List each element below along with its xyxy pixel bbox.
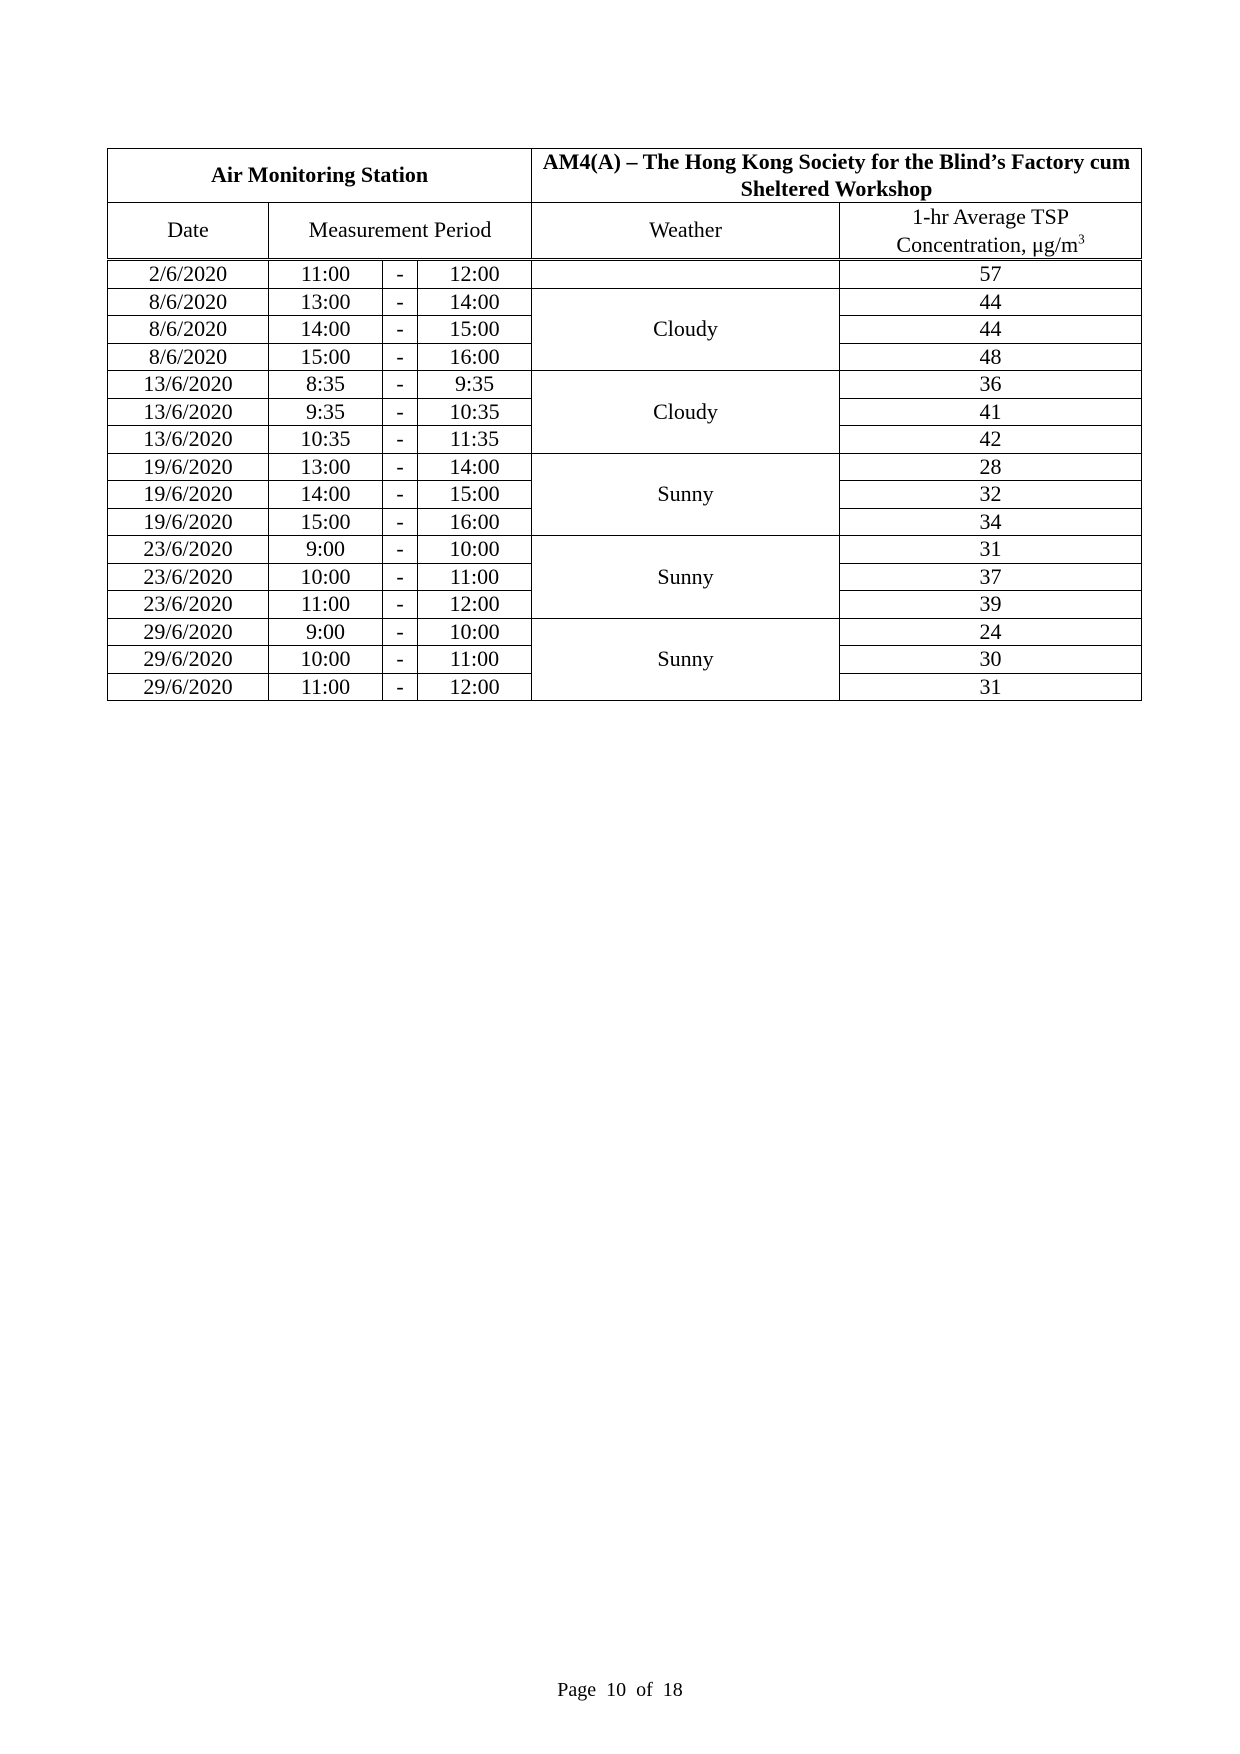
cell-tsp-value: 36 (840, 371, 1142, 399)
cell-weather: Sunny (532, 536, 840, 619)
cell-period-separator: - (383, 481, 418, 509)
cell-period-separator: - (383, 536, 418, 564)
cell-date: 29/6/2020 (108, 646, 269, 674)
col-header-tsp (840, 203, 1142, 260)
cell-period-separator: - (383, 343, 418, 371)
cell-end-time: 10:35 (418, 398, 532, 426)
tsp-monitoring-table (107, 148, 1142, 701)
cell-tsp-value: 31 (840, 536, 1142, 564)
cell-date: 29/6/2020 (108, 673, 269, 701)
page-footer (0, 1679, 1240, 1702)
table-row (108, 260, 1142, 289)
cell-date: 23/6/2020 (108, 563, 269, 591)
cell-tsp-value: 24 (840, 618, 1142, 646)
cell-tsp-value: 37 (840, 563, 1142, 591)
cell-start-time: 8:35 (269, 371, 383, 399)
cell-start-time: 11:00 (269, 673, 383, 701)
col-header-period-label: Measurement Period (308, 217, 492, 243)
cell-weather: Sunny (532, 618, 840, 701)
cell-period-separator: - (383, 673, 418, 701)
cell-start-time: 9:00 (269, 618, 383, 646)
cell-start-time: 11:00 (269, 591, 383, 619)
cell-end-time: 12:00 (418, 260, 532, 289)
page-number: 10 (606, 1679, 627, 1701)
cell-end-time: 12:00 (418, 673, 532, 701)
cell-start-time: 15:00 (269, 343, 383, 371)
cell-date: 13/6/2020 (108, 371, 269, 399)
cell-end-time: 14:00 (418, 288, 532, 316)
col-header-weather-label: Weather (649, 217, 722, 243)
cell-end-time: 12:00 (418, 591, 532, 619)
cell-period-separator: - (383, 316, 418, 344)
cell-end-time: 9:35 (418, 371, 532, 399)
cell-period-separator: - (383, 371, 418, 399)
table-row (108, 536, 1142, 564)
cell-date: 23/6/2020 (108, 591, 269, 619)
cell-period-separator: - (383, 563, 418, 591)
cell-end-time: 10:00 (418, 618, 532, 646)
cell-date: 19/6/2020 (108, 453, 269, 481)
col-header-period (269, 203, 532, 260)
cell-tsp-value: 44 (840, 288, 1142, 316)
table-row (108, 618, 1142, 646)
cell-weather: Sunny (532, 453, 840, 536)
cell-tsp-value: 44 (840, 316, 1142, 344)
cell-date: 19/6/2020 (108, 481, 269, 509)
table-header-row-station (108, 149, 1142, 203)
table-row (108, 453, 1142, 481)
cell-end-time: 11:35 (418, 426, 532, 454)
cell-weather: Cloudy (532, 371, 840, 454)
cell-period-separator: - (383, 591, 418, 619)
cell-start-time: 10:00 (269, 563, 383, 591)
cell-date: 8/6/2020 (108, 316, 269, 344)
table-row (108, 371, 1142, 399)
cell-tsp-value: 30 (840, 646, 1142, 674)
cell-weather (532, 260, 840, 289)
cell-start-time: 13:00 (269, 453, 383, 481)
cell-tsp-value: 31 (840, 673, 1142, 701)
cell-period-separator: - (383, 618, 418, 646)
cell-date: 23/6/2020 (108, 536, 269, 564)
col-header-weather (532, 203, 840, 260)
page-total: 18 (662, 1679, 683, 1701)
cell-weather: Cloudy (532, 288, 840, 371)
cell-period-separator: - (383, 260, 418, 289)
cell-tsp-value: 34 (840, 508, 1142, 536)
cell-date: 29/6/2020 (108, 618, 269, 646)
cell-date: 13/6/2020 (108, 426, 269, 454)
cell-period-separator: - (383, 646, 418, 674)
cell-end-time: 14:00 (418, 453, 532, 481)
cell-period-separator: - (383, 426, 418, 454)
cell-end-time: 15:00 (418, 481, 532, 509)
col-header-tsp-line1: 1-hr Average TSP (912, 204, 1069, 229)
page-of-label: of (636, 1679, 653, 1701)
station-name: AM4(A) – The Hong Kong Society for the Blind’s Factory cum Sheltered Workshop (542, 149, 1131, 201)
cell-start-time: 14:00 (269, 316, 383, 344)
station-name-cell (532, 149, 1142, 203)
cell-tsp-value: 41 (840, 398, 1142, 426)
cell-date: 13/6/2020 (108, 398, 269, 426)
cell-end-time: 10:00 (418, 536, 532, 564)
col-header-tsp-line2: Concentration, μg/m (896, 231, 1079, 257)
cell-start-time: 10:35 (269, 426, 383, 454)
col-header-tsp-superscript: 3 (1078, 231, 1085, 247)
cell-end-time: 16:00 (418, 343, 532, 371)
cell-period-separator: - (383, 508, 418, 536)
cell-tsp-value: 42 (840, 426, 1142, 454)
cell-end-time: 15:00 (418, 316, 532, 344)
cell-date: 2/6/2020 (108, 260, 269, 289)
cell-start-time: 9:00 (269, 536, 383, 564)
cell-start-time: 15:00 (269, 508, 383, 536)
cell-start-time: 10:00 (269, 646, 383, 674)
col-header-date-label: Date (167, 217, 209, 243)
cell-date: 8/6/2020 (108, 288, 269, 316)
cell-start-time: 13:00 (269, 288, 383, 316)
col-header-date (108, 203, 269, 260)
cell-date: 19/6/2020 (108, 508, 269, 536)
cell-end-time: 11:00 (418, 563, 532, 591)
station-label: Air Monitoring Station (210, 162, 429, 188)
cell-date: 8/6/2020 (108, 343, 269, 371)
cell-period-separator: - (383, 453, 418, 481)
table-header-row-columns (108, 203, 1142, 260)
cell-end-time: 16:00 (418, 508, 532, 536)
cell-start-time: 14:00 (269, 481, 383, 509)
cell-tsp-value: 28 (840, 453, 1142, 481)
cell-period-separator: - (383, 288, 418, 316)
cell-tsp-value: 48 (840, 343, 1142, 371)
cell-period-separator: - (383, 398, 418, 426)
cell-tsp-value: 32 (840, 481, 1142, 509)
cell-start-time: 9:35 (269, 398, 383, 426)
page-label: Page (557, 1679, 597, 1701)
cell-tsp-value: 39 (840, 591, 1142, 619)
cell-tsp-value: 57 (840, 260, 1142, 289)
station-label-cell (108, 149, 532, 203)
cell-start-time: 11:00 (269, 260, 383, 289)
cell-end-time: 11:00 (418, 646, 532, 674)
table-row (108, 288, 1142, 316)
